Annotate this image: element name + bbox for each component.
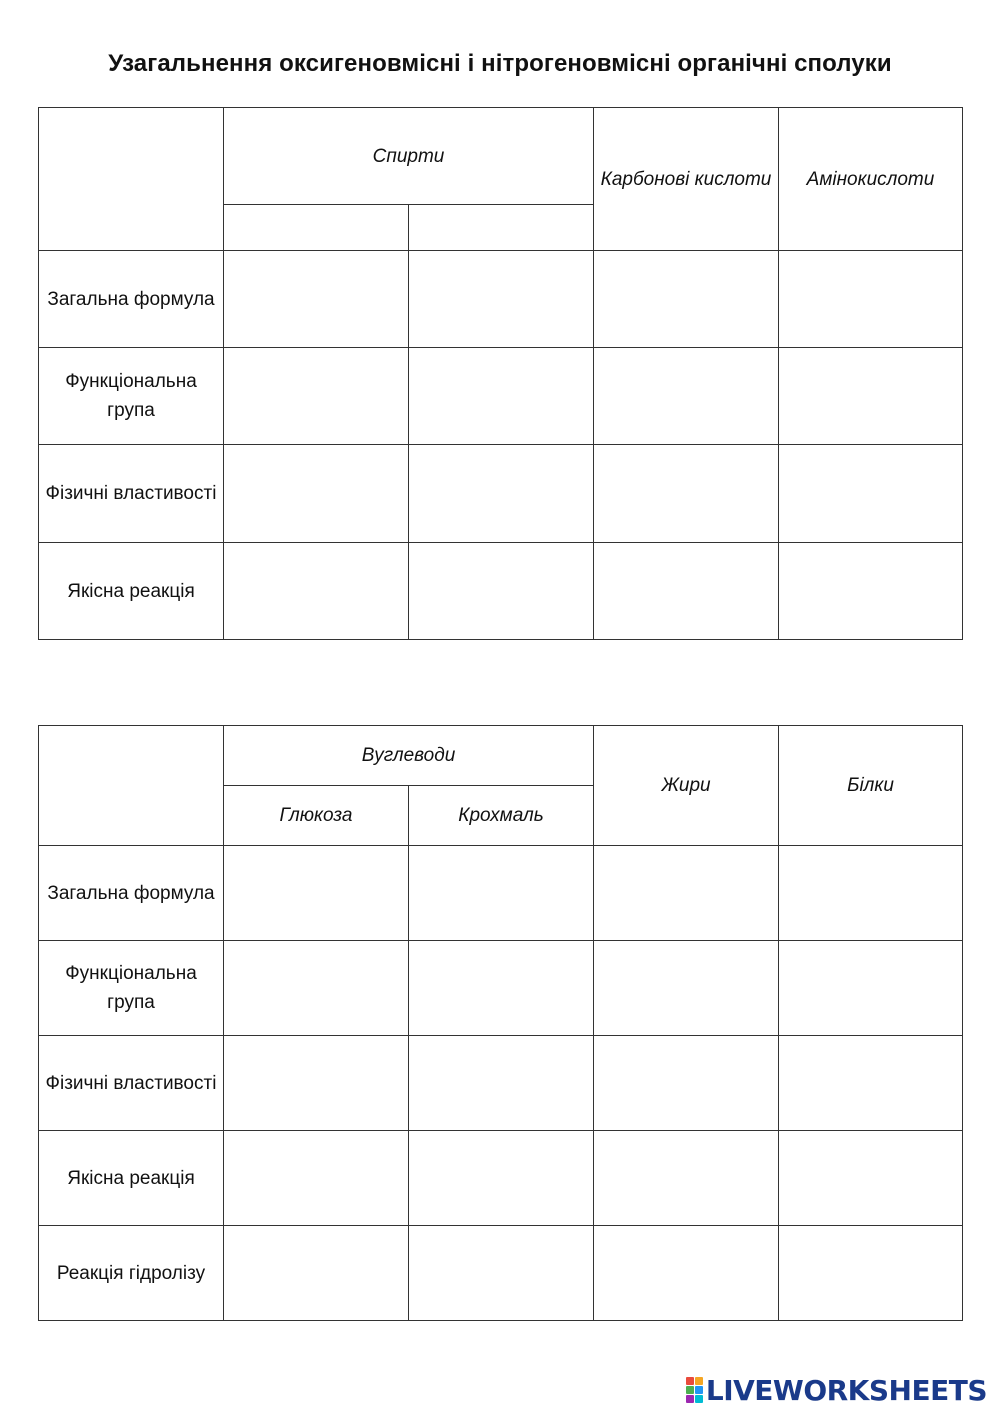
answer-cell[interactable] [594,846,779,941]
answer-cell[interactable] [779,445,963,543]
logo-square [695,1377,703,1385]
answer-cell[interactable] [594,543,779,640]
answer-cell[interactable] [409,1036,594,1131]
answer-cell[interactable] [779,543,963,640]
answer-cell[interactable] [409,251,594,348]
header-fats: Жири [594,726,779,846]
alcohol-subheader-input-2[interactable] [409,205,594,251]
answer-cell[interactable] [779,1131,963,1226]
answer-cell[interactable] [224,1036,409,1131]
answer-cell[interactable] [409,445,594,543]
answer-cell[interactable] [224,445,409,543]
answer-cell[interactable] [409,1131,594,1226]
header-carbohydrates: Вуглеводи [224,726,594,786]
row-label: Загальна формула [39,846,224,941]
header-carboxylic-acids: Карбонові кислоти [594,108,779,251]
answer-cell[interactable] [779,1226,963,1321]
answer-cell[interactable] [224,846,409,941]
row-label: Якісна реакція [39,543,224,640]
answer-cell[interactable] [594,445,779,543]
row-label: Реакція гідролізу [39,1226,224,1321]
liveworksheets-logo [686,1375,987,1405]
header-alcohols: Спирти [224,108,594,205]
alcohol-subheader-input-1[interactable] [224,205,409,251]
answer-cell[interactable] [594,1036,779,1131]
header-amino-acids: Амінокислоти [779,108,963,251]
subheader-starch: Крохмаль [409,786,594,846]
liveworksheets-logo-icon [686,1377,703,1403]
logo-square [686,1377,694,1385]
answer-cell[interactable] [594,1131,779,1226]
answer-cell[interactable] [224,1226,409,1321]
logo-square [686,1386,694,1394]
page-title: Узагальнення оксигеновмісні і нітрогеновмісні органічні сполуки [108,50,892,77]
answer-cell[interactable] [594,941,779,1036]
logo-text: LIVEWORKSHEETS [705,1373,987,1407]
answer-cell[interactable] [409,348,594,445]
subheader-glucose: Глюкоза [224,786,409,846]
row-label: Функціональна група [39,941,224,1036]
answer-cell[interactable] [409,941,594,1036]
answer-cell[interactable] [224,1131,409,1226]
answer-cell[interactable] [409,846,594,941]
answer-cell[interactable] [779,251,963,348]
answer-cell[interactable] [224,251,409,348]
answer-cell[interactable] [409,1226,594,1321]
row-label: Якісна реакція [39,1131,224,1226]
corner-cell [39,726,224,846]
row-label: Загальна формула [39,251,224,348]
row-label: Фізичні властивості [39,1036,224,1131]
table-oxygen-nitrogen [38,107,963,640]
answer-cell[interactable] [779,348,963,445]
logo-square [695,1395,703,1403]
header-proteins: Білки [779,726,963,846]
logo-square [686,1395,694,1403]
row-label: Фізичні властивості [39,445,224,543]
row-label: Функціональна група [39,348,224,445]
answer-cell[interactable] [779,1036,963,1131]
logo-square [695,1386,703,1394]
answer-cell[interactable] [779,846,963,941]
answer-cell[interactable] [224,543,409,640]
answer-cell[interactable] [779,941,963,1036]
answer-cell[interactable] [594,348,779,445]
table-carbohydrates-fats-proteins [38,725,963,1321]
answer-cell[interactable] [409,543,594,640]
answer-cell[interactable] [224,348,409,445]
answer-cell[interactable] [594,1226,779,1321]
answer-cell[interactable] [224,941,409,1036]
answer-cell[interactable] [594,251,779,348]
corner-cell [39,108,224,251]
